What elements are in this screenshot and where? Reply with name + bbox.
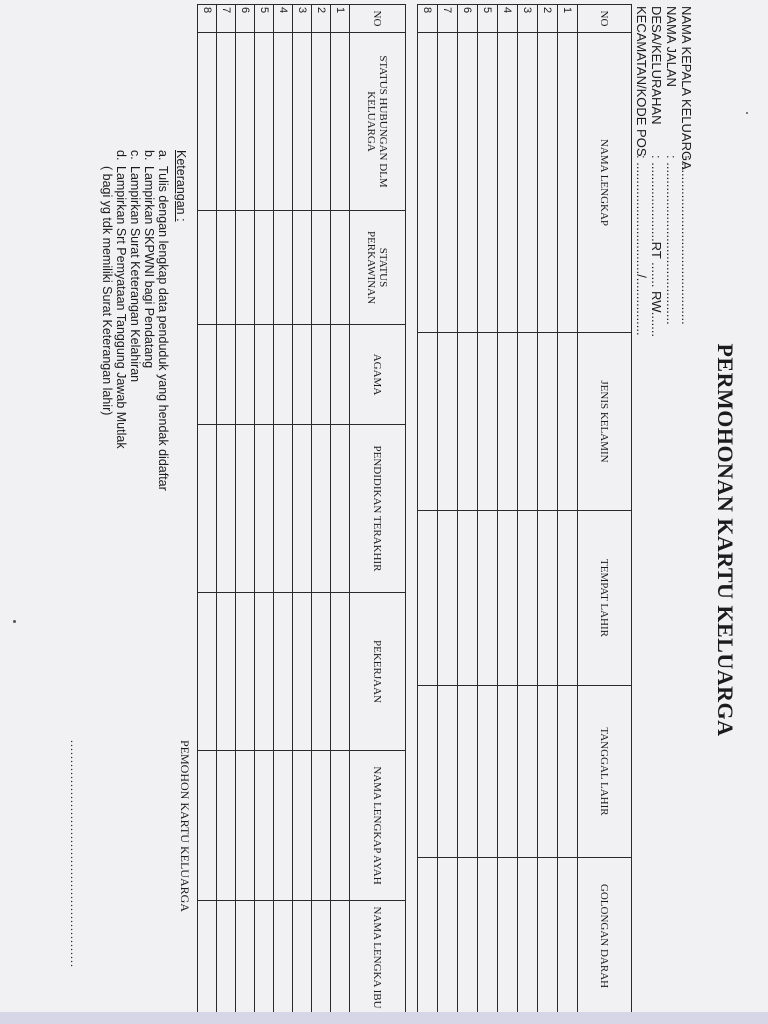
signature-label: PEMOHON KARTU KELUARGA [178, 740, 192, 912]
cell-pekerjaan[interactable] [293, 593, 312, 751]
row-number: 5 [478, 5, 498, 33]
cell-agama[interactable] [236, 325, 255, 425]
keterangan-title: Keterangan : [174, 150, 188, 222]
cell-pekerjaan[interactable] [331, 593, 350, 751]
cell-tempat-lahir[interactable] [518, 511, 538, 686]
cell-golongan-darah[interactable] [458, 858, 478, 1015]
col-header-no: NO [350, 5, 406, 33]
cell-status-hubungan[interactable] [255, 33, 274, 211]
table-row [438, 5, 458, 1015]
row-number: 5 [255, 5, 274, 33]
header-field-kecamatan [634, 6, 649, 337]
cell-golongan-darah[interactable] [438, 858, 458, 1015]
signature-line[interactable]: ......................................................... [68, 740, 82, 968]
keterangan-notes [100, 150, 188, 491]
cell-tanggal-lahir[interactable] [538, 686, 558, 858]
note-letter: c. [128, 150, 142, 160]
cell-tempat-lahir[interactable] [538, 511, 558, 686]
col-header-agama: AGAMA [350, 325, 406, 425]
col-header-pendidikan-terakhir: PENDIDIKAN TERAKHIR [350, 425, 406, 593]
cell-pekerjaan[interactable] [274, 593, 293, 751]
table-row [538, 5, 558, 1015]
cell-nama-ayah[interactable] [198, 751, 217, 901]
row-number: 6 [458, 5, 478, 33]
cell-pendidikan[interactable] [331, 425, 350, 593]
col-header-nama-ayah: NAMA LENGKAP AYAH [350, 751, 406, 901]
row-number: 3 [518, 5, 538, 33]
cell-tempat-lahir[interactable] [558, 511, 578, 686]
table-row [274, 5, 293, 1015]
cell-agama[interactable] [331, 325, 350, 425]
cell-nama-ayah[interactable] [236, 751, 255, 901]
table-row [478, 5, 498, 1015]
table-row [458, 5, 478, 1015]
cell-nama-ibu[interactable] [198, 901, 217, 1015]
cell-golongan-darah[interactable] [418, 858, 438, 1015]
cell-status-perkawinan[interactable] [236, 211, 255, 325]
cell-pendidikan[interactable] [255, 425, 274, 593]
cell-status-perkawinan[interactable] [312, 211, 331, 325]
field-label: DESA/KELURAHAN [649, 6, 664, 125]
cell-golongan-darah[interactable] [518, 858, 538, 1015]
cell-status-hubungan[interactable] [236, 33, 255, 211]
cell-status-perkawinan[interactable] [198, 211, 217, 325]
table-row [498, 5, 518, 1015]
cell-status-perkawinan[interactable] [255, 211, 274, 325]
col-header-golongan-darah: GOLONGAN DARAH [578, 858, 632, 1015]
cell-nama-ayah[interactable] [217, 751, 236, 901]
cell-status-perkawinan[interactable] [331, 211, 350, 325]
cell-tanggal-lahir[interactable] [438, 686, 458, 858]
cell-golongan-darah[interactable] [538, 858, 558, 1015]
cell-nama-lengkap[interactable] [438, 33, 458, 333]
row-number: 8 [198, 5, 217, 33]
cell-tanggal-lahir[interactable] [518, 686, 538, 858]
header-fields [634, 6, 694, 337]
field-label: NAMA JALAN [664, 6, 679, 87]
cell-nama-lengkap[interactable] [498, 33, 518, 333]
note-item [156, 150, 170, 491]
table-row [255, 5, 274, 1015]
cell-nama-ibu[interactable] [312, 901, 331, 1015]
table-row [331, 5, 350, 1015]
cell-pekerjaan[interactable] [198, 593, 217, 751]
cell-agama[interactable] [255, 325, 274, 425]
cell-nama-lengkap[interactable] [478, 33, 498, 333]
col-header-pekerjaan: PEKERJAAN [350, 593, 406, 751]
cell-jenis-kelamin[interactable] [498, 333, 518, 511]
cell-nama-ibu[interactable] [255, 901, 274, 1015]
cell-jenis-kelamin[interactable] [438, 333, 458, 511]
cell-status-hubungan[interactable] [217, 33, 236, 211]
field-label: KECAMATAN/KODE POS [634, 6, 649, 157]
note-text: Lampirkan Srt Pemyataan Tanggung Jawab Mutlak [114, 166, 128, 449]
cell-agama[interactable] [217, 325, 236, 425]
row-number: 3 [293, 5, 312, 33]
cell-tanggal-lahir[interactable] [458, 686, 478, 858]
cell-agama[interactable] [198, 325, 217, 425]
cell-pendidikan[interactable] [312, 425, 331, 593]
table-row [198, 5, 217, 1015]
cell-nama-lengkap[interactable] [538, 33, 558, 333]
cell-golongan-darah[interactable] [558, 858, 578, 1015]
cell-tanggal-lahir[interactable] [418, 686, 438, 858]
cell-nama-lengkap[interactable] [558, 33, 578, 333]
cell-tanggal-lahir[interactable] [498, 686, 518, 858]
cell-jenis-kelamin[interactable] [518, 333, 538, 511]
header-field-desa-kelurahan [649, 6, 664, 337]
note-letter: d. [114, 150, 128, 161]
cell-golongan-darah[interactable] [498, 858, 518, 1015]
cell-tempat-lahir[interactable] [498, 511, 518, 686]
cell-pendidikan[interactable] [217, 425, 236, 593]
cell-pendidikan[interactable] [274, 425, 293, 593]
cell-pendidikan[interactable] [198, 425, 217, 593]
col-header-tanggal-lahir: TANGGAL LAHIR [578, 686, 632, 858]
table-row [518, 5, 538, 1015]
cell-tanggal-lahir[interactable] [478, 686, 498, 858]
col-header-status-perkawinan: STATUS PERKAWINAN [350, 211, 406, 325]
cell-nama-ibu[interactable] [293, 901, 312, 1015]
header-field-kepala-keluarga [679, 6, 694, 337]
table-row [236, 5, 255, 1015]
cell-nama-ibu[interactable] [217, 901, 236, 1015]
field-fill-line: : ............................................. [664, 155, 679, 325]
cell-status-perkawinan[interactable] [274, 211, 293, 325]
cell-jenis-kelamin[interactable] [418, 333, 438, 511]
row-number: 4 [498, 5, 518, 33]
cell-pendidikan[interactable] [293, 425, 312, 593]
cell-status-perkawinan[interactable] [293, 211, 312, 325]
note-item [100, 150, 114, 491]
col-header-no: NO [578, 5, 632, 33]
cell-jenis-kelamin[interactable] [558, 333, 578, 511]
row-number: 2 [312, 5, 331, 33]
note-letter: b. [142, 150, 156, 161]
cell-nama-ibu[interactable] [274, 901, 293, 1015]
cell-nama-ayah[interactable] [274, 751, 293, 901]
cell-pendidikan[interactable] [236, 425, 255, 593]
cell-status-hubungan[interactable] [293, 33, 312, 211]
cell-status-hubungan[interactable] [198, 33, 217, 211]
row-number: 7 [217, 5, 236, 33]
field-label: NAMA KEPALA KELUARGA [679, 6, 694, 170]
cell-nama-ayah[interactable] [312, 751, 331, 901]
row-number: 1 [558, 5, 578, 33]
cell-tempat-lahir[interactable] [478, 511, 498, 686]
header-field-nama-jalan [664, 6, 679, 337]
col-header-status-hubungan: STATUS HUBUNGAN DLM KELUARGA [350, 33, 406, 211]
cell-nama-ibu[interactable] [331, 901, 350, 1015]
scan-speck [746, 112, 748, 114]
col-header-jenis-kelamin: JENIS KELAMIN [578, 333, 632, 511]
row-number: 7 [438, 5, 458, 33]
col-header-nama-lengkap: NAMA LENGKAP [578, 33, 632, 333]
table-row [558, 5, 578, 1015]
scan-speck [13, 620, 16, 623]
table-row [418, 5, 438, 1015]
note-text: Lampirkan SKPWNI bagi Pendatang [142, 166, 156, 369]
scan-edge [0, 1012, 768, 1024]
col-header-nama-ibu: NAMA LENGKA IBU [350, 901, 406, 1015]
cell-status-hubungan[interactable] [274, 33, 293, 211]
row-number: 4 [274, 5, 293, 33]
cell-pekerjaan[interactable] [236, 593, 255, 751]
note-text: Lampirkan Surat Keterangan Kelahiran [128, 166, 142, 383]
table-row [312, 5, 331, 1015]
cell-pekerjaan[interactable] [312, 593, 331, 751]
field-fill-line: : ......................RT ....... RW....... [649, 155, 664, 338]
cell-nama-ibu[interactable] [236, 901, 255, 1015]
col-header-tempat-lahir: TEMPAT LAHIR [578, 511, 632, 686]
cell-agama[interactable] [274, 325, 293, 425]
row-number: 1 [331, 5, 350, 33]
cell-jenis-kelamin[interactable] [478, 333, 498, 511]
row-number: 8 [418, 5, 438, 33]
cell-agama[interactable] [293, 325, 312, 425]
document-title: PERMOHONAN KARTU KELUARGA [713, 343, 738, 737]
cell-nama-lengkap[interactable] [518, 33, 538, 333]
cell-agama[interactable] [312, 325, 331, 425]
note-text: Tulis dengan lengkap data penduduk yang hendak didaftar [156, 166, 170, 491]
cell-jenis-kelamin[interactable] [458, 333, 478, 511]
cell-tempat-lahir[interactable] [418, 511, 438, 686]
note-text: ( bagi yg tdk memiliki Surat Keterangan lahir) [100, 166, 114, 416]
cell-nama-lengkap[interactable] [418, 33, 438, 333]
cell-jenis-kelamin[interactable] [538, 333, 558, 511]
field-fill-line: : .............................../................ [634, 155, 649, 336]
note-item [128, 150, 142, 491]
cell-pekerjaan[interactable] [217, 593, 236, 751]
note-letter: a. [156, 150, 170, 161]
note-letter [100, 150, 114, 166]
cell-tanggal-lahir[interactable] [558, 686, 578, 858]
family-members-table-bottom [197, 4, 406, 1015]
table-row [217, 5, 236, 1015]
cell-status-hubungan[interactable] [331, 33, 350, 211]
note-item [142, 150, 156, 491]
field-fill-line: : ............................................. [679, 155, 694, 325]
row-number: 2 [538, 5, 558, 33]
cell-status-perkawinan[interactable] [217, 211, 236, 325]
cell-golongan-darah[interactable] [478, 858, 498, 1015]
cell-pekerjaan[interactable] [255, 593, 274, 751]
cell-nama-ayah[interactable] [293, 751, 312, 901]
cell-status-hubungan[interactable] [312, 33, 331, 211]
cell-nama-ayah[interactable] [255, 751, 274, 901]
cell-nama-ayah[interactable] [331, 751, 350, 901]
signature-block [68, 740, 192, 1000]
cell-tempat-lahir[interactable] [438, 511, 458, 686]
table-row [293, 5, 312, 1015]
cell-nama-lengkap[interactable] [458, 33, 478, 333]
row-number: 6 [236, 5, 255, 33]
family-members-table-top [417, 4, 632, 1015]
note-item [114, 150, 128, 491]
cell-tempat-lahir[interactable] [458, 511, 478, 686]
